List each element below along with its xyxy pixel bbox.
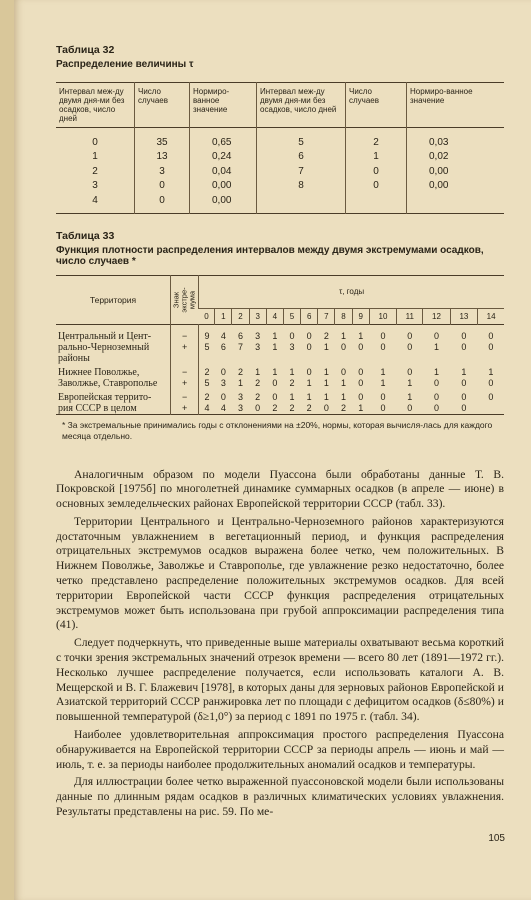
table33-tau-header: 3 (249, 308, 266, 324)
table-cell: 1 (255, 366, 261, 377)
table-cell: 6 (257, 150, 346, 165)
table-cell: 3 (237, 402, 243, 413)
territory-cell: Центральный и Цент- (58, 330, 152, 342)
table-cell: 0,03 (407, 128, 505, 150)
table-cell: 0 (346, 179, 407, 194)
table33-tau-header: 9 (352, 308, 369, 324)
table-cell: 1 (341, 391, 347, 402)
table-cell: 0,00 (407, 179, 505, 194)
paragraph: Для иллюстрации более четко выраженной пуассоновской модели были использованы данные по длинным рядам осадков в различных климатических условиях увлажнения. Результаты представлены на рис. 59. По ме- (56, 775, 504, 819)
table-cell (423, 353, 450, 364)
table-cell: 0 (461, 377, 467, 388)
table-cell: 0 (358, 391, 364, 402)
table-cell: 1 (341, 330, 347, 341)
table-cell: 0 (380, 391, 386, 402)
table-cell: 0 (407, 330, 413, 341)
table-cell: 0 (461, 391, 467, 402)
table32-caption: Таблица 32 (56, 44, 115, 56)
table-cell: 6 (220, 341, 226, 352)
sign-cell: − (171, 364, 199, 378)
table33-tau-header: 11 (397, 308, 423, 324)
table-cell: 4 (92, 194, 98, 206)
table33-tau-header: 8 (335, 308, 352, 324)
table33-tau-header: 12 (423, 308, 450, 324)
table-cell: 0 (346, 164, 407, 179)
table33-header-row (56, 275, 504, 308)
table33-tau-header: 1 (215, 308, 232, 324)
table-cell: 7 (237, 341, 243, 352)
table-cell: 0 (289, 330, 295, 341)
table-cell: 2 (255, 391, 261, 402)
table-cell: 13 (135, 150, 190, 165)
table33-tau-header: 14 (478, 308, 504, 324)
table-cell: 2 (289, 402, 295, 413)
table-cell: 0 (255, 402, 261, 413)
table32-title: Распределение величины τ (56, 59, 194, 70)
table-cell: 0 (461, 402, 467, 413)
table-cell: 1 (323, 391, 329, 402)
table33-tau-header: 0 (204, 311, 209, 321)
table-cell: 1 (407, 377, 413, 388)
table-cell: 0 (433, 377, 439, 388)
table-row (56, 150, 504, 165)
table-cell (407, 193, 505, 213)
table-cell: 3 (237, 391, 243, 402)
table-cell: 0,24 (190, 150, 257, 165)
table-cell: 2 (272, 402, 278, 413)
table33-tau-header: 7 (318, 308, 335, 324)
table-cell: 1 (272, 366, 278, 377)
table-cell: 1 (306, 391, 312, 402)
table-row (56, 128, 504, 150)
table-cell: 0 (461, 330, 467, 341)
table-cell: 0,02 (407, 150, 505, 165)
table-row (56, 179, 504, 194)
table-cell (257, 193, 346, 213)
table-cell (283, 353, 300, 364)
table32-header: Нормиро-ванное значение (190, 83, 257, 128)
table-cell: 1 (289, 366, 295, 377)
table-cell: 0 (407, 341, 413, 352)
table-cell (478, 403, 504, 415)
table-cell (266, 353, 283, 364)
table-cell: 0 (407, 366, 413, 377)
table-cell: 0 (358, 341, 364, 352)
table-cell (199, 353, 215, 364)
table-cell: 1 (380, 366, 386, 377)
table-cell: 1 (341, 377, 347, 388)
table-cell: 0 (488, 330, 494, 341)
table-row (56, 364, 504, 378)
table33-tau-header: 5 (283, 308, 300, 324)
table-cell: 0 (92, 136, 98, 148)
table-cell: 1 (306, 377, 312, 388)
table-cell: 1 (358, 330, 364, 341)
table-cell (318, 353, 335, 364)
paragraph: Территории Центрального и Центрально-Черноземного районов характеризуются достаточным увлажнением в вегетационный период, и функция распределения отрицательных экстремумов осадков выражена более четко, чем положительных. В Нижнем Поволжье, Заволжье и Ставрополье, где увлажнение резко недостаточно, более четко представлено распределение положительных экстремумов осадков. Для всей территории Европейской части СССР функция распределения отрицательных экстремумов может быть использована при грубой аппроксимации распределения типа (41). (56, 514, 504, 632)
territory-cell: Европейская террито- (58, 391, 152, 403)
table-cell: 0 (306, 341, 312, 352)
territory-cell: Заволжье, Ставрополье (58, 377, 158, 389)
territory-cell: рально-Черноземный (58, 341, 150, 353)
table-cell: 0,65 (190, 128, 257, 150)
table-cell (232, 353, 249, 364)
table-cell: 3 (220, 377, 226, 388)
sign-cell: + (171, 403, 199, 415)
table-cell: 1 (323, 341, 329, 352)
table-cell: 1 (358, 402, 364, 413)
table-cell: 4 (220, 402, 226, 413)
table-cell: 5 (204, 341, 210, 352)
table33-tau-header: 6 (301, 308, 318, 324)
table-cell: 7 (257, 164, 346, 179)
table33-header-sign (171, 275, 199, 324)
table-cell: 1 (488, 366, 494, 377)
sign-cell: − (171, 389, 199, 403)
paragraph: Наиболее удовлетворительная аппроксимация простого распределения Пуассона обнаруживается на Европейской территории СССР за периоды апрель — июнь и май — июль, т. е. за периоды наиболее продолжительных аномалий осадков и температуры. (56, 728, 504, 771)
table-row (56, 389, 504, 403)
table-cell: 1 (237, 377, 243, 388)
sign-cell: + (171, 342, 199, 353)
table-cell: 0 (358, 366, 364, 377)
table-cell: 8 (257, 179, 346, 194)
table32-header: Интервал меж-ду двумя дня-ми без осадков, число дней (59, 87, 125, 123)
table-cell: 0 (341, 366, 347, 377)
table33-header-sign-label: Знак экстре- мума (171, 286, 197, 313)
page-content (56, 44, 504, 823)
table-row (56, 353, 504, 364)
table33-tau-header: 13 (450, 308, 477, 324)
table-cell (450, 353, 477, 364)
table-cell: 0 (488, 391, 494, 402)
table-cell (352, 353, 369, 364)
table33-caption: Таблица 33 (56, 229, 115, 242)
table-cell: 3 (289, 341, 295, 352)
table-cell: 0 (380, 341, 386, 352)
table-cell: 0 (358, 377, 364, 388)
table33-header-territory: Территория (89, 294, 137, 305)
table-row (56, 164, 504, 179)
table-cell: 0 (488, 377, 494, 388)
table-cell: 5 (204, 377, 210, 388)
territory-cell: рия СССР в целом (58, 402, 137, 414)
table-cell: 0 (461, 341, 467, 352)
paragraph: Аналогичным образом по модели Пуассона были обработаны данные Т. В. Покровской [1975б] по многолетней динамике суммарных осадков (в апреле — июне) в основных земледельческих районах Европейской территории СССР (табл. 33). (56, 467, 504, 511)
table-cell: 2 (204, 366, 210, 377)
table-cell: 0 (380, 402, 386, 413)
table-cell: 0,04 (190, 164, 257, 179)
table-cell: 0 (135, 193, 190, 213)
table-row (56, 403, 504, 415)
table-cell: 0,00 (190, 193, 257, 213)
table32-header: Число случаев (346, 83, 407, 128)
table-cell: 1 (272, 341, 278, 352)
table33-tau-header: 10 (369, 308, 396, 324)
table-cell: 2 (306, 402, 312, 413)
table-row (56, 378, 504, 389)
table33-tau-header: 2 (232, 308, 249, 324)
table-cell: 9 (204, 330, 210, 341)
table33-footnote: * За экстремальные принимались годы с отклонениями на ±20%, нормы, которая вычисля-лась для каждого месяца отдельно. (62, 419, 493, 441)
table-cell: 1 (92, 151, 98, 163)
table-cell: 3 (255, 330, 261, 341)
table-cell: 2 (204, 391, 210, 402)
table-cell: 1 (346, 150, 407, 165)
table-cell: 2 (92, 165, 98, 177)
table-cell: 1 (289, 391, 295, 402)
table-cell (478, 353, 504, 364)
table-cell: 0 (433, 402, 439, 413)
table33-title: Функция плотности распределения интервалов между двумя экстремумами осадков, число случаев * (56, 244, 484, 267)
body-text (56, 468, 504, 820)
table-cell: 0 (220, 366, 226, 377)
table-cell: 0 (433, 391, 439, 402)
table-cell: 0 (306, 366, 312, 377)
sign-cell: + (171, 378, 199, 389)
table-cell: 2 (237, 366, 243, 377)
table-cell: 0 (220, 391, 226, 402)
book-page (14, 0, 531, 900)
table32-header: Нормиро-ванное значение (407, 83, 505, 128)
table-cell: 3 (92, 180, 98, 192)
table32-header: Интервал меж-ду двумя дня-ми без осадков, число дней (257, 83, 346, 128)
table-cell: 0 (272, 377, 278, 388)
table-cell: 1 (272, 330, 278, 341)
table-cell: 0 (306, 330, 312, 341)
table-cell: 1 (433, 366, 439, 377)
sign-cell (171, 353, 199, 364)
table-row (56, 324, 504, 342)
table-cell (397, 353, 423, 364)
table-cell: 1 (380, 377, 386, 388)
table-cell (369, 353, 396, 364)
table-cell: 4 (204, 402, 210, 413)
table33 (56, 275, 504, 415)
table-cell: 0 (488, 341, 494, 352)
table-cell: 35 (135, 128, 190, 150)
table-cell (335, 353, 352, 364)
table-cell: 0 (323, 402, 329, 413)
table-cell: 4 (220, 330, 226, 341)
page-number: 105 (488, 833, 505, 844)
table-cell: 1 (461, 366, 467, 377)
table-cell: 2 (255, 377, 261, 388)
table-cell: 0 (407, 402, 413, 413)
territory-cell: Нижнее Поволжье, (58, 366, 140, 378)
table-cell: 0 (135, 179, 190, 194)
territory-cell: районы (58, 352, 90, 364)
paragraph: Следует подчеркнуть, что приведенные выше материалы охватывают весьма короткий с точки зрения экстремальных значений отрезок времени — всего 80 лет (1891—1972 гг.). Несколько лучшее распределение получается, если использовать каталоги А. В. Мещерской и В. Г. Блажевич [1978], в которых даны для зерновых районов Европейской и Азиатской территорий СССР ранжировка лет по площади с дефицитом осадков (δ≤80%) и повышенной температурой (δ≥1,0°) за период с 1891 по 1975 г. (табл. 34). (56, 636, 504, 724)
table32-header-row (56, 83, 504, 128)
table-cell: 2 (346, 128, 407, 150)
table-cell (249, 353, 266, 364)
table-cell: 1 (407, 391, 413, 402)
table-row (56, 193, 504, 213)
table-cell: 0,00 (407, 164, 505, 179)
table-cell: 1 (323, 377, 329, 388)
table-row (56, 342, 504, 353)
table32-header: Число случаев (135, 83, 190, 128)
table-cell: 3 (255, 341, 261, 352)
table-cell: 3 (135, 164, 190, 179)
table-cell: 2 (323, 330, 329, 341)
table-cell: 0 (433, 330, 439, 341)
table-cell: 0 (380, 330, 386, 341)
table-cell: 0,00 (190, 179, 257, 194)
table-cell: 1 (323, 366, 329, 377)
table-cell (301, 353, 318, 364)
table-cell: 2 (341, 402, 347, 413)
table-cell (346, 193, 407, 213)
table-cell: 1 (433, 341, 439, 352)
sign-cell: − (171, 324, 199, 342)
table-cell (215, 353, 232, 364)
table32 (56, 82, 504, 214)
table-cell: 0 (341, 341, 347, 352)
table-cell: 0 (272, 391, 278, 402)
table-cell: 2 (289, 377, 295, 388)
table33-header-tau: τ, годы (199, 275, 504, 308)
table-cell: 6 (237, 330, 243, 341)
table-cell: 5 (257, 128, 346, 150)
table33-tau-header: 4 (266, 308, 283, 324)
